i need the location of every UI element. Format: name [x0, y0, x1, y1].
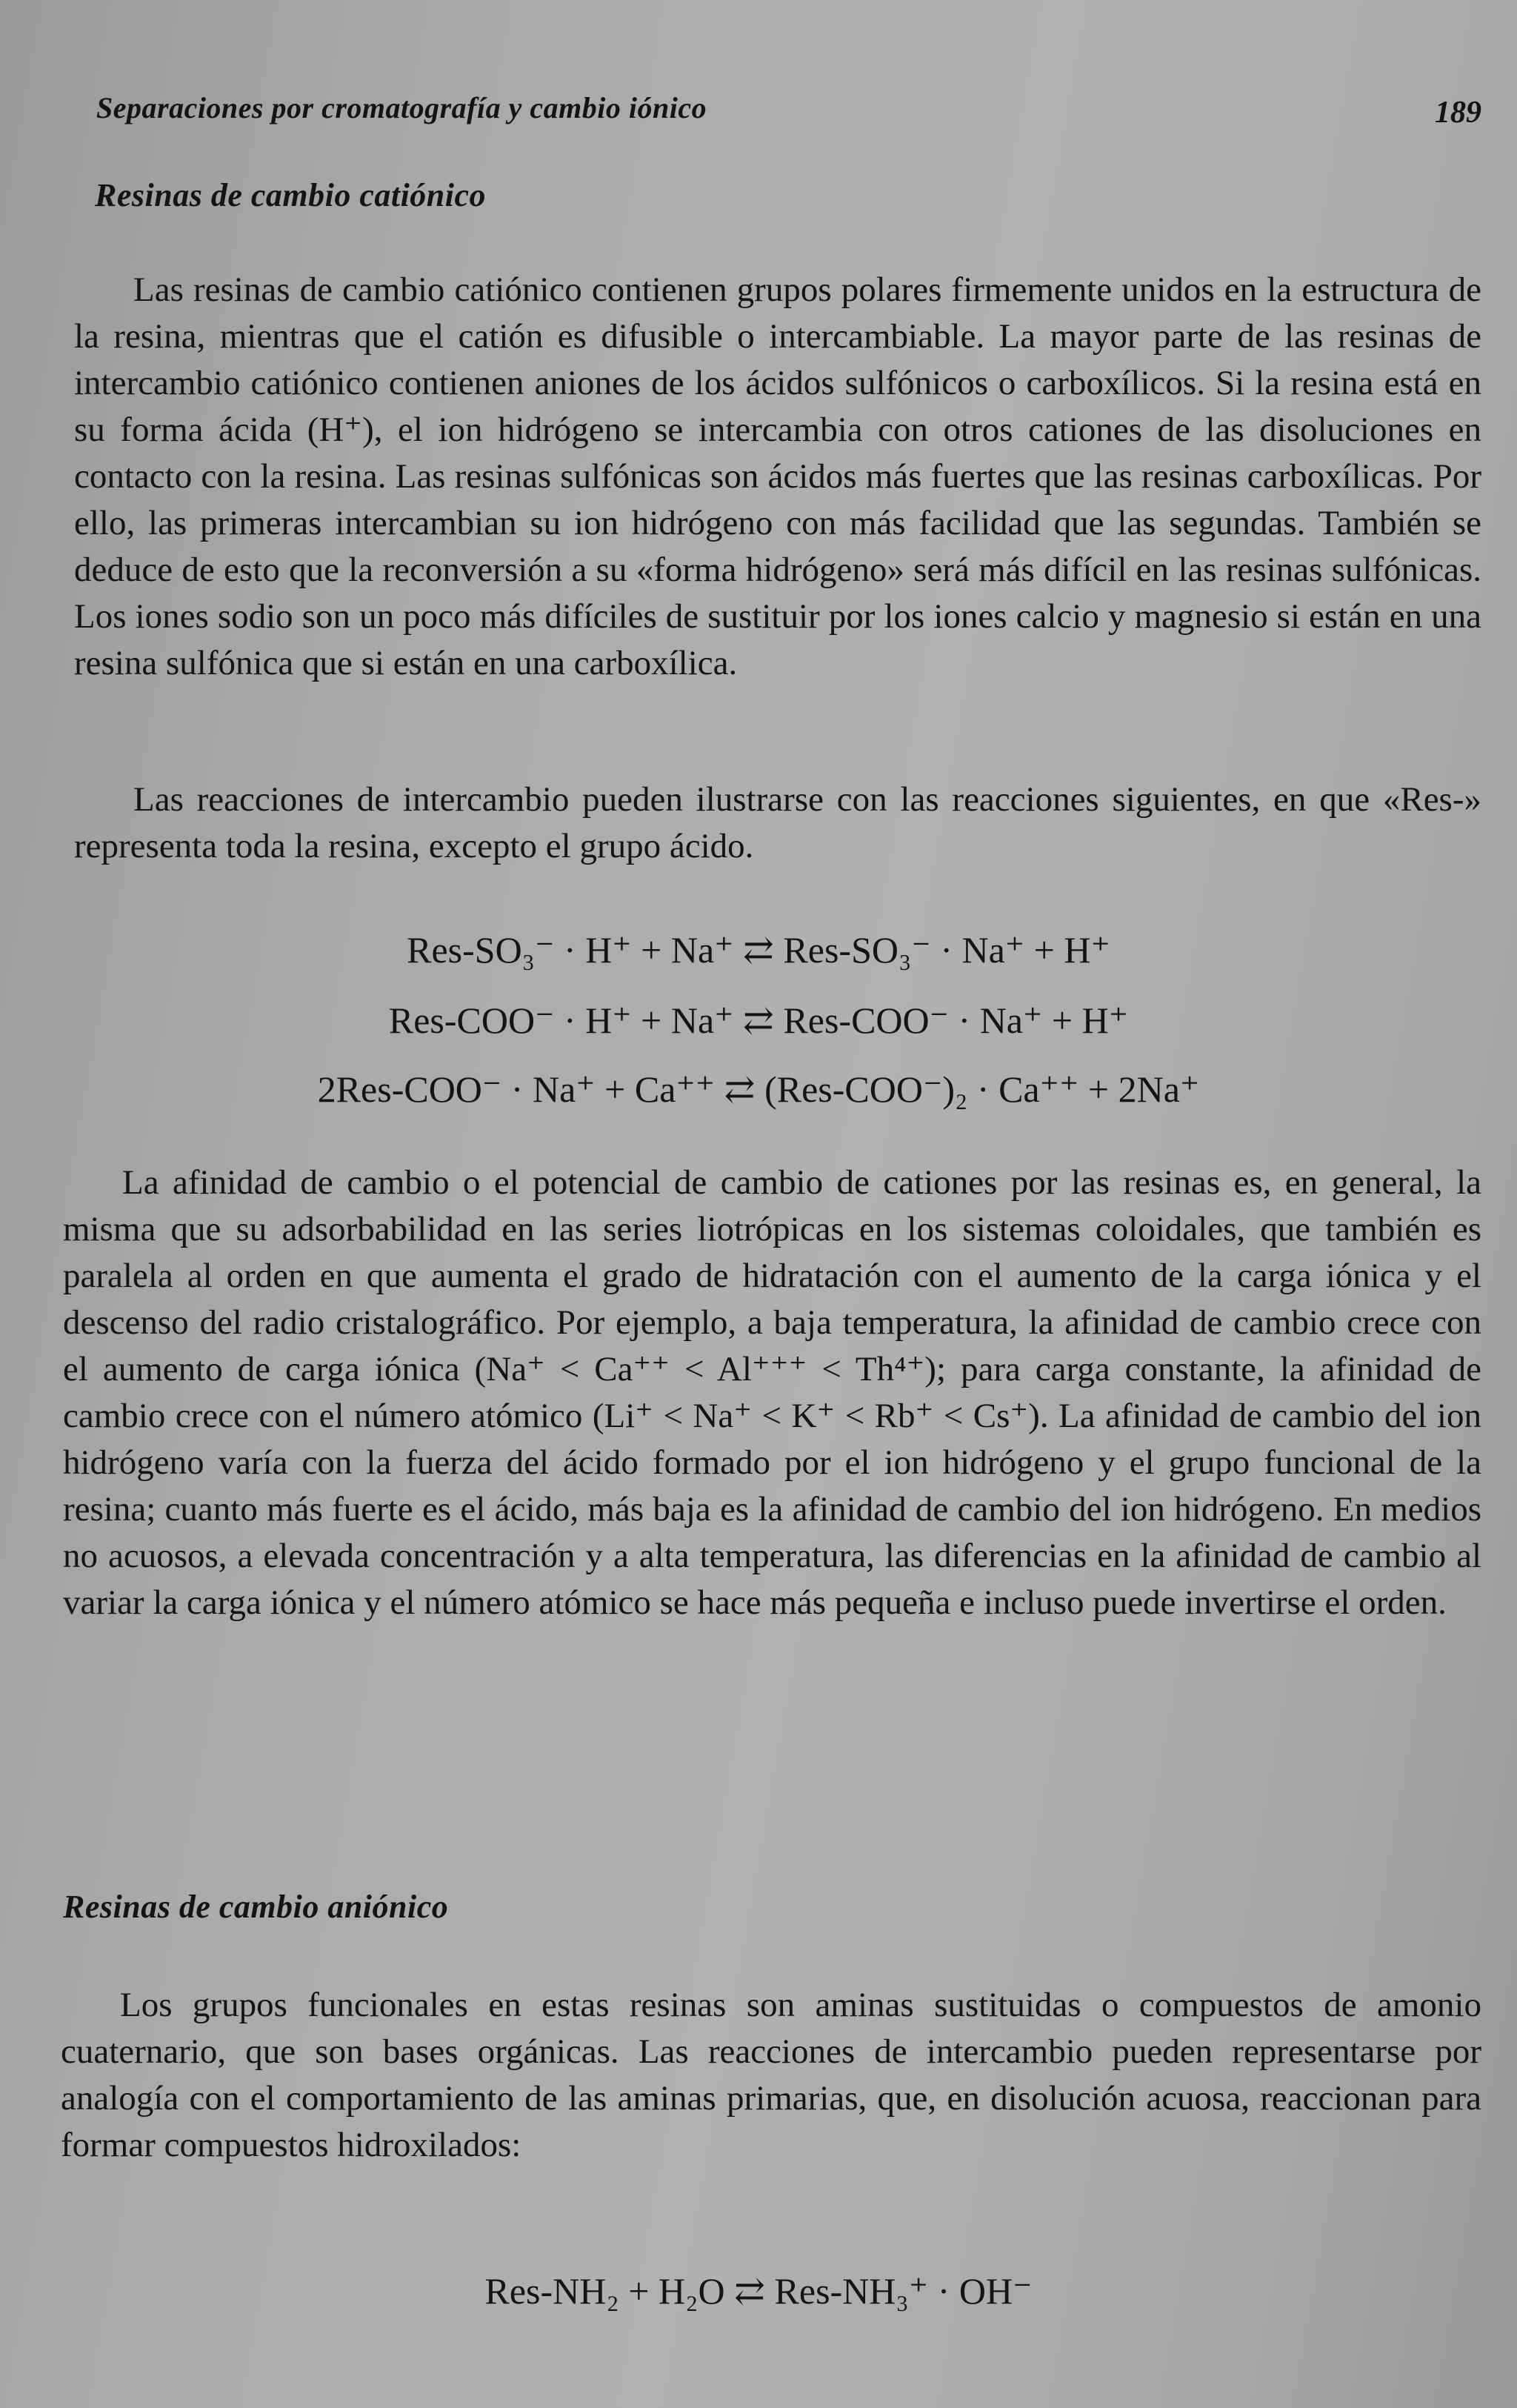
page-number: 189: [1435, 96, 1481, 130]
equation-amine-hydroxide: Res-NH₂ + H₂O ⇄ Res-NH₃⁺ · OH⁻: [484, 2270, 1033, 2312]
equation-sulfonic-exchange: Res-SO₃⁻ · H⁺ + Na⁺ ⇄ Res-SO₃⁻ · Na⁺ + H⁺: [407, 929, 1110, 971]
paragraph-cationic-intro: Las resinas de cambio catiónico contienen grupos polares firmemente unidos en la estructura de la resina, mientras que el catión es difusible o intercambiable. La mayor parte de las resinas de intercambio catiónico contienen aniones de los ácidos sulfónicos o carboxílicos. Si la resina está en su forma ácida (H⁺), el ion hidrógeno se intercambia con otros cationes de las disoluciones en contacto con la resina. Las resinas sulfónicas son ácidos más fuertes que las resinas carboxílicas. Por ello, las primeras intercambian su ion hidrógeno con más facilidad que las segundas. También se deduce de esto que la reconversión a su «forma hidrógeno» será más difícil en las resinas sulfónicas. Los iones sodio son un poco más difíciles de sustituir por los iones calcio y magnesio si están en una resina sulfónica que si están en una carboxílica.: [74, 270, 1481, 682]
paragraph-anionic-intro: Los grupos funcionales en estas resinas son aminas sustituidas o compuestos de amonio cuaternario, que son bases orgánicas. Las reacciones de intercambio pueden representarse por analogía con el comportamiento de las aminas primarias, que, en disolución acuosa, reaccionan para formar compuestos hidroxilados:: [61, 1986, 1481, 2164]
section-title-cationic: Resinas de cambio catiónico: [95, 177, 487, 213]
equation-calcium-exchange: 2Res-COO⁻ · Na⁺ + Ca⁺⁺ ⇄ (Res-COO⁻)₂ · Ca⁺⁺ + 2Na⁺: [317, 1068, 1200, 1110]
running-head: Separaciones por cromatografía y cambio iónico: [96, 91, 707, 124]
paragraph-exchange-reactions: Las reacciones de intercambio pueden ilustrarse con las reacciones siguientes, en que «Res-» representa toda la resina, excepto el grupo ácido.: [74, 780, 1481, 865]
paragraph-exchange-affinity: La afinidad de cambio o el potencial de cambio de cationes por las resinas es, en general, la misma que su adsorbabilidad en las series liotrópicas en los sistemas coloidales, que también es paralela al orden en que aumenta el grado de hidratación con el aumento de la carga iónica y el descenso del radio cristalográfico. Por ejemplo, a baja temperatura, la afinidad de cambio crece con el aumento de carga iónica (Na⁺ < Ca⁺⁺ < Al⁺⁺⁺ < Th⁴⁺); para carga constante, la afinidad de cambio crece con el número atómico (Li⁺ < Na⁺ < K⁺ < Rb⁺ < Cs⁺). La afinidad de cambio del ion hidrógeno varía con la fuerza del ácido formado por el ion hidrógeno y el grupo funcional de la resina; cuanto más fuerte es el ácido, más baja es la afinidad de cambio del ion hidrógeno. En medios no acuosos, a elevada concentración y a alta temperatura, las diferencias en la afinidad de cambio al variar la carga iónica y el número atómico se hace más pequeña e incluso puede invertirse el orden.: [63, 1163, 1481, 1622]
equation-carboxylic-exchange: Res-COO⁻ · H⁺ + Na⁺ ⇄ Res-COO⁻ · Na⁺ + H⁺: [388, 1000, 1129, 1041]
section-title-anionic: Resinas de cambio aniónico: [63, 1889, 449, 1925]
